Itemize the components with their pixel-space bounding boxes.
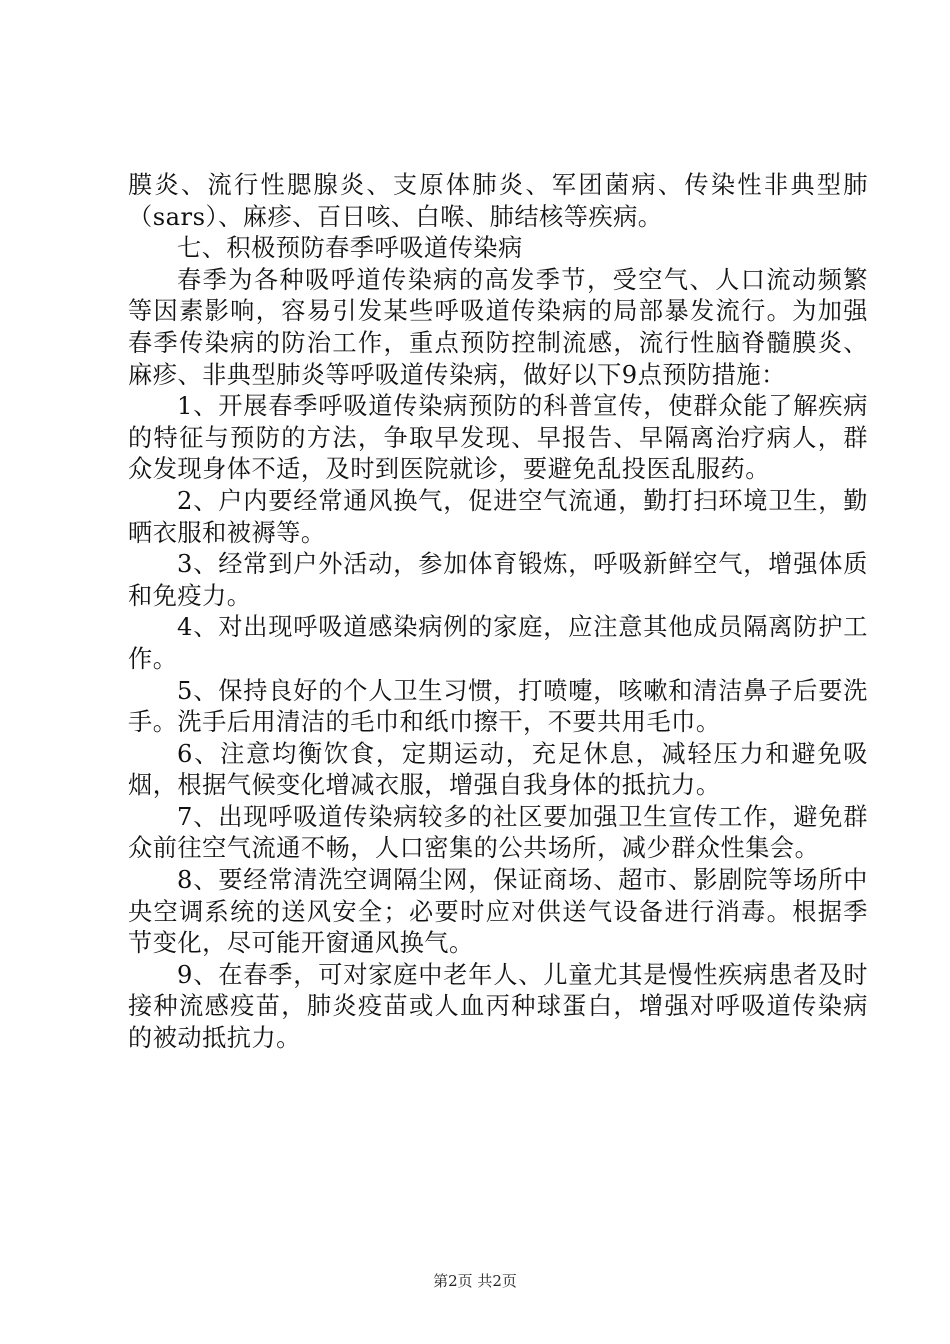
paragraph-disease-list-continuation: 膜炎、流行性腮腺炎、支原体肺炎、军团菌病、传染性非典型肺（sars）、麻疹、百日咳、白喉、肺结核等疾病。 bbox=[128, 171, 868, 231]
list-item-2: 2、户内要经常通风换气，促进空气流通，勤打扫环境卫生，勤晒衣服和被褥等。 bbox=[128, 486, 868, 547]
list-item-3: 3、经常到户外活动，参加体育锻炼，呼吸新鲜空气，增强体质和免疫力。 bbox=[128, 550, 868, 610]
list-item-5: 5、保持良好的个人卫生习惯，打喷嚏，咳嗽和清洁鼻子后要洗手。洗手后用清洁的毛巾和纸巾擦干，不要共用毛巾。 bbox=[128, 676, 868, 737]
list-item-7: 7、出现呼吸道传染病较多的社区要加强卫生宣传工作，避免群众前往空气流通不畅，人口密集的公共场所，减少群众性集会。 bbox=[128, 802, 868, 863]
list-item-8: 8、要经常清洗空调隔尘网，保证商场、超市、影剧院等场所中央空调系统的送风安全；必要时应对供送气设备进行消毒。根据季节变化，尽可能开窗通风换气。 bbox=[128, 866, 868, 958]
page-number-footer: 第2页 共2页 bbox=[433, 1272, 517, 1290]
paragraph-intro: 春季为各种吸呼道传染病的高发季节，受空气、人口流动频繁等因素影响，容易引发某些呼吸道传染病的局部暴发流行。为加强春季传染病的防治工作，重点预防控制流感，流行性脑脊髓膜炎、麻疹、非典型肺炎等呼吸道传染病，做好以下9点预防措施： bbox=[128, 265, 868, 389]
list-item-1: 1、开展春季呼吸道传染病预防的科普宣传，使群众能了解疾病的特征与预防的方法，争取早发现、早报告、早隔离治疗病人，群众发现身体不适，及时到医院就诊，要避免乱投医乱服药。 bbox=[128, 392, 868, 484]
list-item-6: 6、注意均衡饮食，定期运动，充足休息，减轻压力和避免吸烟，根据气候变化增减衣服，增强自我身体的抵抗力。 bbox=[128, 739, 868, 800]
list-item-9: 9、在春季，可对家庭中老年人、儿童尤其是慢性疾病患者及时接种流感疫苗，肺炎疫苗或人血丙种球蛋白，增强对呼吸道传染病的被动抵抗力。 bbox=[128, 960, 868, 1053]
document-body bbox=[128, 170, 868, 1055]
list-item-4: 4、对出现呼吸道感染病例的家庭，应注意其他成员隔离防护工作。 bbox=[128, 613, 868, 673]
section-heading-seven: 七、积极预防春季呼吸道传染病 bbox=[177, 234, 523, 263]
